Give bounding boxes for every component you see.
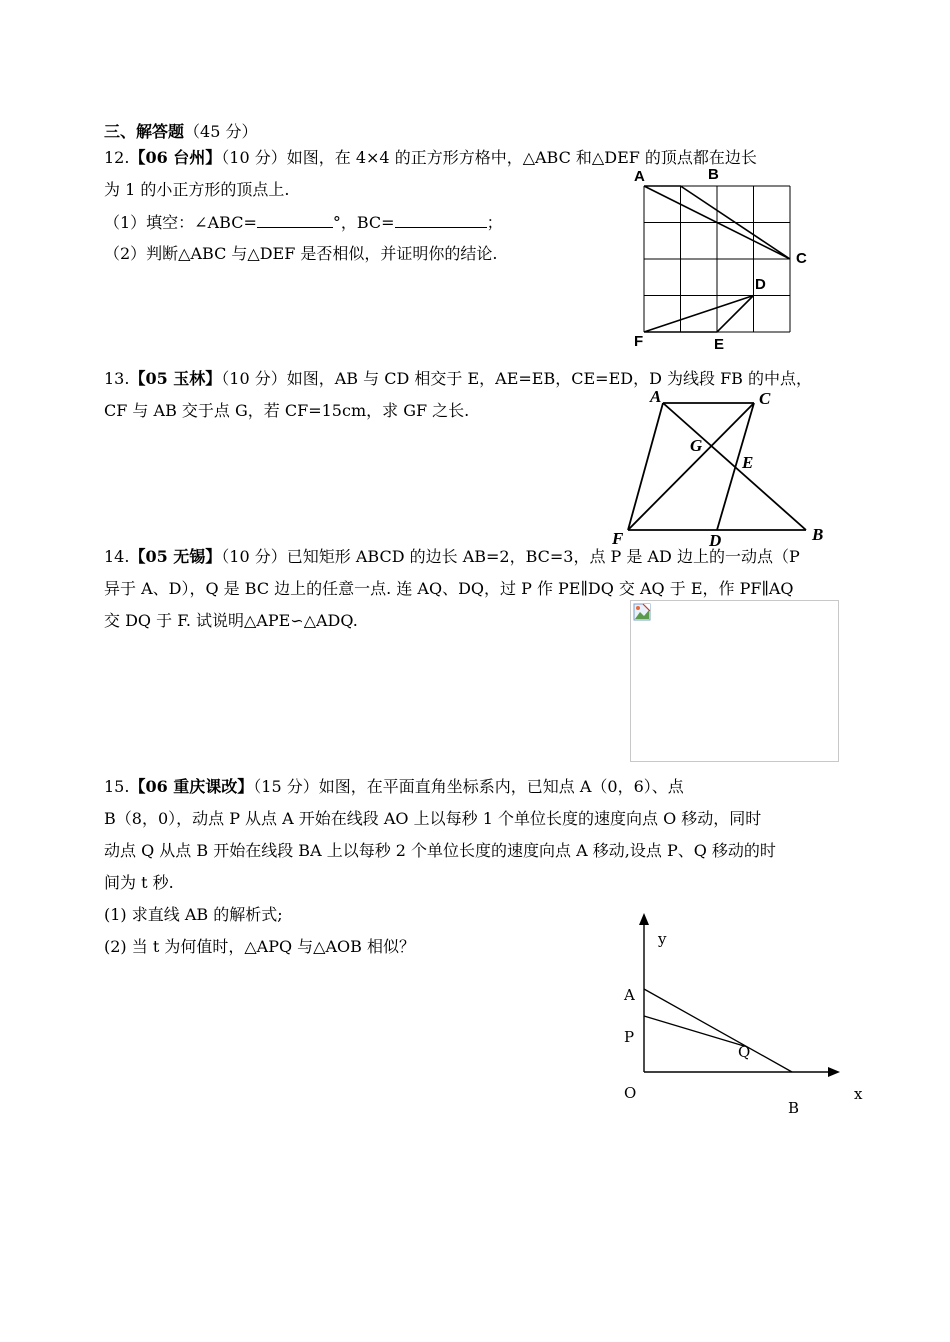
grid-lines bbox=[644, 186, 790, 332]
section-score: （45 分） bbox=[184, 122, 258, 141]
label-f: F bbox=[634, 333, 644, 350]
q12-part2: （2）判断△ABC 与△DEF 是否相似，并证明你的结论. bbox=[104, 244, 498, 263]
q13-number: 13. bbox=[104, 369, 130, 388]
label-o: O bbox=[624, 1084, 637, 1102]
q15-number: 15. bbox=[104, 777, 130, 796]
q15-line3: 动点 Q 从点 B 开始在线段 BA 上以每秒 2 个单位长度的速度向点 A 移动,设点 P、Q 移动的时 bbox=[104, 841, 776, 860]
q15-part2: (2) 当 t 为何值时，△APQ 与△AOB 相似？ bbox=[104, 937, 416, 956]
label-g: G bbox=[690, 436, 703, 455]
q12-part1-b: °，BC= bbox=[332, 213, 395, 232]
q15-text1: 如图，在平面直角坐标系内，已知点 A（0，6）、点 bbox=[318, 777, 684, 796]
missing-figure-placeholder bbox=[630, 600, 839, 762]
label-x: x bbox=[854, 1085, 863, 1103]
q12-grid-figure bbox=[628, 164, 808, 356]
q15-line4: 间为 t 秒. bbox=[104, 873, 174, 892]
label-q: Q bbox=[738, 1043, 751, 1061]
q14-line3: 交 DQ 于 F. 试说明△APE∽△ADQ. bbox=[104, 611, 358, 630]
label-d: D bbox=[709, 531, 722, 550]
label-b: B bbox=[812, 525, 824, 544]
x-axis-arrow bbox=[828, 1067, 840, 1077]
section-title-text: 三、解答题 bbox=[104, 122, 185, 141]
y-axis-arrow bbox=[639, 913, 649, 925]
q13-line2: CF 与 AB 交于点 G，若 CF=15cm，求 GF 之长. bbox=[104, 401, 470, 420]
q14-source: 【05 无锡】 bbox=[129, 547, 222, 566]
q14-line1 bbox=[104, 547, 800, 567]
broken-image-icon bbox=[633, 603, 651, 621]
q13-figure bbox=[608, 386, 828, 548]
q13-lines bbox=[628, 403, 806, 530]
label-a: A bbox=[650, 387, 662, 406]
label-c: C bbox=[796, 250, 807, 267]
line-ab bbox=[644, 989, 792, 1072]
q15-lines bbox=[644, 989, 792, 1072]
q12-number: 12. bbox=[104, 148, 130, 167]
q15-coordinate-figure bbox=[612, 910, 872, 1120]
q12-part1 bbox=[104, 212, 503, 233]
label-y: y bbox=[658, 930, 667, 948]
q15-line2: B（8，0），动点 P 从点 A 开始在线段 AO 上以每秒 1 个单位长度的速度向点 O 移动，同时 bbox=[104, 809, 762, 828]
q12-part1-a: （1）填空：∠ABC= bbox=[104, 213, 257, 232]
label-b: B bbox=[708, 166, 719, 183]
label-c: C bbox=[759, 389, 771, 408]
q15-source: 【06 重庆课改】 bbox=[129, 777, 254, 796]
q12-source: 【06 台州】 bbox=[129, 148, 222, 167]
label-f: F bbox=[612, 529, 624, 548]
label-d: D bbox=[755, 276, 766, 293]
q12-points: （10 分） bbox=[221, 148, 287, 167]
answer-blank-angle[interactable] bbox=[257, 212, 333, 228]
answer-blank-bc[interactable] bbox=[395, 212, 487, 228]
q15-line1 bbox=[104, 777, 684, 797]
q13-source: 【05 玉林】 bbox=[129, 369, 222, 388]
q13-text1: 如图，AB 与 CD 相交于 E，AE=EB，CE=ED，D 为线段 FB 的中点， bbox=[286, 369, 813, 388]
q14-text1: 已知矩形 ABCD 的边长 AB=2，BC=3，点 P 是 AD 边上的一动点（P bbox=[286, 547, 800, 566]
label-a: A bbox=[634, 168, 645, 185]
label-a: A bbox=[624, 986, 635, 1004]
q15-part1: (1) 求直线 AB 的解析式; bbox=[104, 905, 283, 924]
section-title bbox=[104, 122, 257, 142]
label-b: B bbox=[788, 1099, 800, 1117]
q15-points: （15 分） bbox=[253, 777, 319, 796]
label-p: P bbox=[624, 1028, 635, 1046]
q12-text1: 如图，在 4×4 的正方形方格中，△ABC 和△DEF 的顶点都在边长 bbox=[286, 148, 757, 167]
label-e: E bbox=[714, 336, 725, 353]
q12-line2: 为 1 的小正方形的顶点上. bbox=[104, 180, 290, 199]
q13-points: （10 分） bbox=[221, 369, 287, 388]
triangle-def bbox=[644, 296, 754, 333]
label-e: E bbox=[742, 453, 754, 472]
q14-line2: 异于 A、D），Q 是 BC 边上的任意一点. 连 AQ、DQ，过 P 作 PE∥DQ 交 AQ 于 E，作 PF∥AQ bbox=[104, 579, 794, 598]
q14-points: （10 分） bbox=[221, 547, 287, 566]
line-pq bbox=[644, 1016, 744, 1046]
q12-part1-c: ； bbox=[486, 213, 503, 232]
q14-number: 14. bbox=[104, 547, 130, 566]
